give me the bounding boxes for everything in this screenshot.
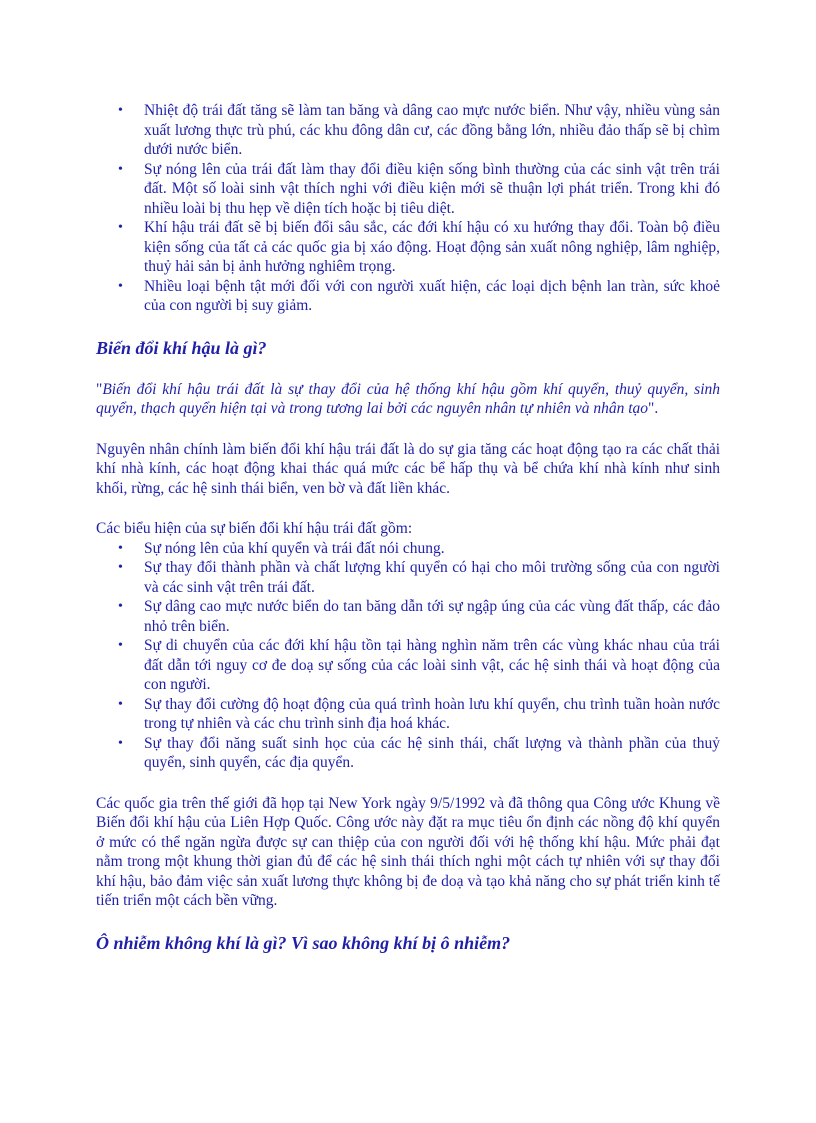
list-item: • Khí hậu trái đất sẽ bị biến đổi sâu sắc, các đới khí hậu có xu hướng thay đổi. Toàn bộ điều kiện sống của tất cả các quốc gia bị xáo động. Hoạt động sản xuất nông nghiệp, lâm nghiệp, thuỷ hải sản bị ảnh hưởng nghiêm trọng. bbox=[118, 219, 720, 275]
list-item: • Nhiều loại bệnh tật mới đối với con người xuất hiện, các loại dịch bệnh lan tràn, sức khoẻ của con người bị suy giảm. bbox=[118, 277, 720, 314]
bullet-icon: • bbox=[118, 103, 123, 118]
convention-paragraph: Các quốc gia trên thế giới đã họp tại New York ngày 9/5/1992 và đã thông qua Công ước Khung về Biến đổi khí hậu của Liên Hợp Quốc. Công ước này đặt ra mục tiêu ổn định các nồng độ khí quyển ở mức có thể ngăn ngừa được sự can thiệp của con người đối với hệ thống khí hậu. Mức phải đạt nằm trong một khung thời gian đủ để các hệ sinh thái thích nghi một cách tự nhiên với sự thay đổi khí hậu, bảo đảm việc sản xuất lương thực không bị đe doạ và tạo khả năng cho sự phát triển kinh tế tiến triển một cách bền vững. bbox=[96, 794, 720, 909]
bullet-icon: • bbox=[118, 735, 123, 751]
list-item: • Sự thay đổi thành phần và chất lượng khí quyển có hại cho môi trường sống của con người và các sinh vật trên trái đất. bbox=[118, 559, 720, 596]
cause-paragraph: Nguyên nhân chính làm biến đổi khí hậu trái đất là do sự gia tăng các hoạt động tạo ra các chất thải khí nhà kính, các hoạt động khai thác quá mức các bể hấp thụ và bể chứa khí nhà kính như sinh khối, rừng, các hệ sinh thái biển, ven bờ và đất liền khác. bbox=[96, 440, 720, 497]
bullet-icon: • bbox=[118, 638, 123, 653]
quote-text: Biến đổi khí hậu trái đất là sự thay đổi của hệ thống khí hậu gồm khí quyển, thuỷ quyển, sinh quyển, thạch quyển hiện tại và trong tương lai bởi các nguyên nhân tự nhiên và nhân tạo bbox=[96, 380, 720, 417]
climate-definition-quote: "Biến đổi khí hậu trái đất là sự thay đổi của hệ thống khí hậu gồm khí quyển, thuỷ quyển, sinh quyển, thạch quyển hiện tại và trong tương lai bởi các nguyên nhân tự nhiên và nhân tạo". bbox=[96, 380, 720, 417]
bullet-icon: • bbox=[118, 560, 123, 575]
manifest-intro: Các biểu hiện của sự biến đổi khí hậu trái đất gồm: bbox=[96, 520, 413, 537]
list-item: • Nhiệt độ trái đất tăng sẽ làm tan băng và dâng cao mực nước biển. Như vậy, nhiều vùng sản xuất lương thực trù phú, các khu đông dân cư, các đồng bằng lớn, nhiều đảo thấp sẽ bị chìm dưới nước biển. bbox=[118, 102, 720, 158]
bullet-icon: • bbox=[118, 161, 123, 177]
list-item: • Sự nóng lên của khí quyển và trái đất nói chung. bbox=[118, 539, 445, 557]
list-item: • Sự thay đổi năng suất sinh học của các hệ sinh thái, chất lượng và thành phần của thuỷ quyển, sinh quyển, các địa quyển. bbox=[118, 734, 720, 771]
bullet-icon: • bbox=[118, 220, 123, 235]
list-item: • Sự nóng lên của trái đất làm thay đổi điều kiện sống bình thường của các sinh vật trên trái đất. Một số loài sinh vật thích nghi với điều kiện mới sẽ thuận lợi phát triển. Trong khi đó nhiều loài bị thu hẹp về diện tích hoặc bị tiêu diệt. bbox=[118, 160, 720, 217]
bullet-icon: • bbox=[118, 599, 123, 614]
bullet-icon: • bbox=[118, 540, 123, 556]
bullet-icon: • bbox=[118, 278, 123, 294]
list-item: • Sự thay đổi cường độ hoạt động của quá trình hoàn lưu khí quyển, chu trình tuần hoàn nước trong tự nhiên và các chu trình sinh địa hoá khác. bbox=[118, 695, 720, 732]
air-pollution-heading: Ô nhiễm không khí là gì? Vì sao không khí bị ô nhiễm? bbox=[96, 932, 511, 953]
list-item: • Sự di chuyển của các đới khí hậu tồn tại hàng nghìn năm trên các vùng khác nhau của trái đất dẫn tới nguy cơ đe doạ sự sống của các loài sinh vật, các hệ sinh thái và hoạt động của con người. bbox=[118, 637, 720, 693]
document-body bbox=[96, 101, 720, 954]
climate-change-heading: Biến đổi khí hậu là gì? bbox=[96, 337, 267, 358]
list-item: • Sự dâng cao mực nước biển do tan băng dẫn tới sự ngập úng của các vùng đất thấp, các đảo nhỏ trên biển. bbox=[118, 598, 720, 635]
bullet-icon: • bbox=[118, 696, 123, 712]
manifest-list bbox=[96, 539, 720, 773]
effects-list bbox=[96, 101, 720, 316]
